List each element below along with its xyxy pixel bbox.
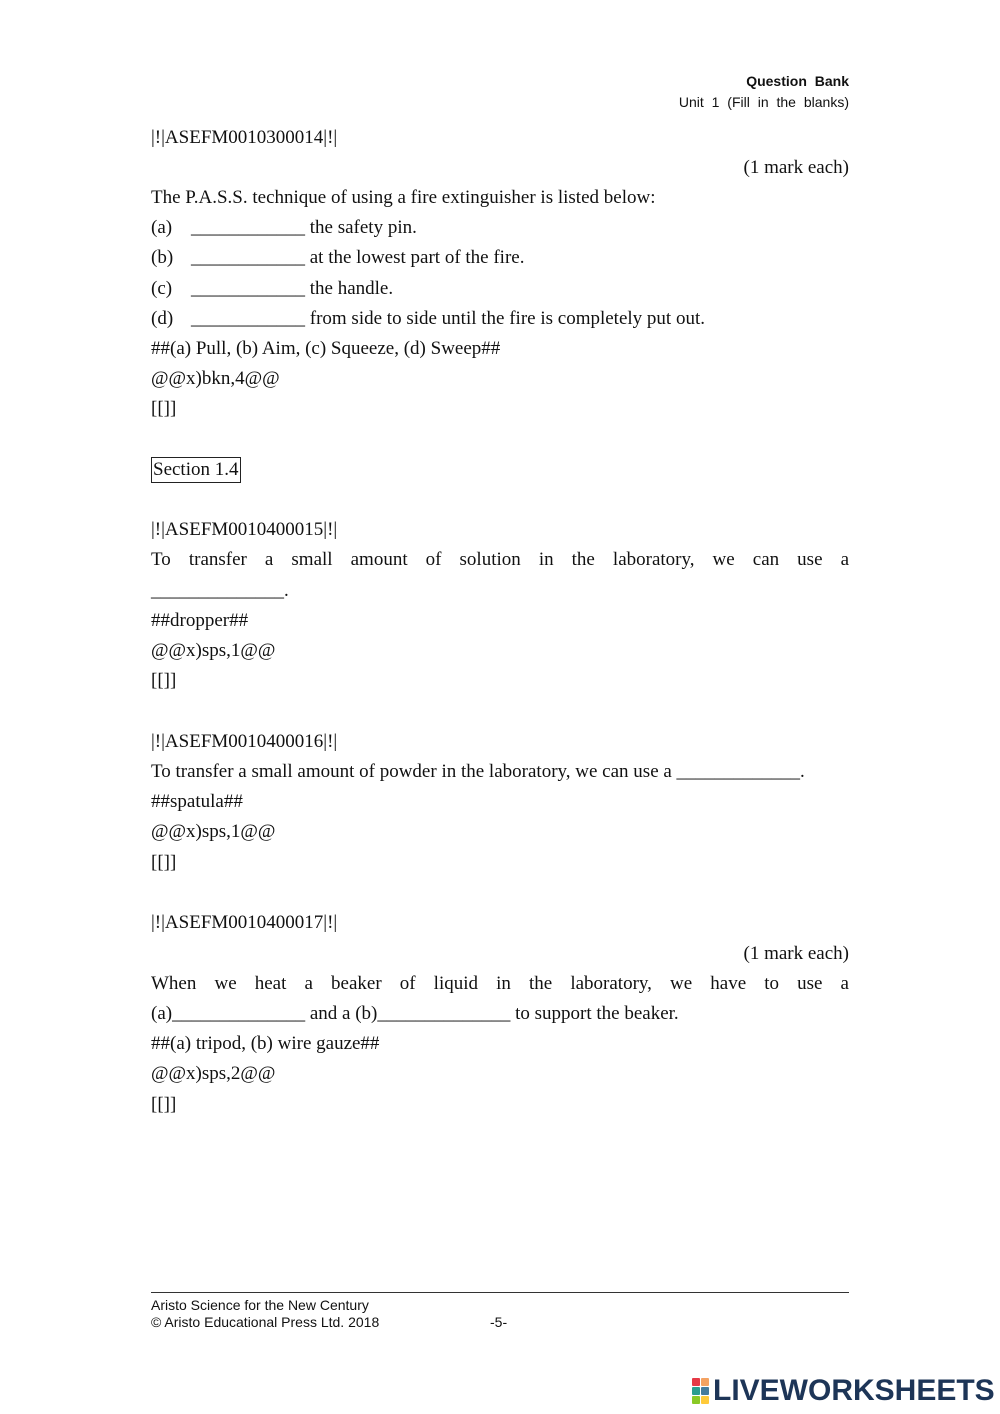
- question-stem: When we heat a beaker of liquid in the laboratory, we have to use a: [151, 973, 849, 994]
- question-stem: To transfer a small amount of powder in the laboratory, we can use a _____________.: [151, 761, 805, 782]
- footer-copyright: © Aristo Educational Press Ltd. 2018: [151, 1314, 380, 1330]
- code-line: @@x)sps,2@@: [151, 1063, 276, 1084]
- answer-line: ##(a) tripod, (b) wire gauze##: [151, 1033, 380, 1054]
- option-text: ____________ from side to side until the fire is completely put out.: [191, 308, 705, 329]
- page-number: -5-: [490, 1314, 508, 1330]
- end-marker: [[]]: [151, 1094, 177, 1115]
- logo-block: [692, 1396, 700, 1404]
- option-text: ____________ the handle.: [191, 278, 394, 299]
- code-line: @@x)bkn,4@@: [151, 368, 280, 389]
- answer-line: ##(a) Pull, (b) Aim, (c) Squeeze, (d) Sweep##: [151, 338, 501, 359]
- question-id: |!|ASEFM0010400016|!|: [151, 731, 338, 752]
- logo-block: [692, 1378, 700, 1386]
- option-label: (b): [151, 247, 174, 268]
- code-line: @@x)sps,1@@: [151, 640, 276, 661]
- answer-line: ##dropper##: [151, 610, 249, 631]
- code-line: @@x)sps,1@@: [151, 821, 276, 842]
- option-text: ____________ at the lowest part of the fire.: [191, 247, 525, 268]
- logo-block: [701, 1378, 709, 1386]
- marks-note: (1 mark each): [743, 943, 849, 964]
- liveworksheets-logo: [692, 1374, 995, 1408]
- question-stem-cont: (a)______________ and a (b)______________ to support the beaker.: [151, 1003, 679, 1024]
- header-title: Question Bank: [746, 73, 849, 89]
- end-marker: [[]]: [151, 398, 177, 419]
- answer-line: ##spatula##: [151, 791, 243, 812]
- section-heading: Section 1.4: [151, 457, 241, 483]
- marks-note: (1 mark each): [743, 157, 849, 178]
- option-label: (a): [151, 217, 173, 238]
- question-id: |!|ASEFM0010300014|!|: [151, 127, 338, 148]
- question-stem-cont: ______________.: [151, 580, 289, 601]
- footer-book: Aristo Science for the New Century: [151, 1297, 369, 1313]
- logo-block: [701, 1396, 709, 1404]
- option-text: ____________ the safety pin.: [191, 217, 417, 238]
- end-marker: [[]]: [151, 852, 177, 873]
- logo-grid-icon: [692, 1378, 709, 1404]
- end-marker: [[]]: [151, 670, 177, 691]
- question-stem: To transfer a small amount of solution in the laboratory, we can use a: [151, 549, 849, 570]
- footer-divider: [151, 1292, 849, 1293]
- question-id: |!|ASEFM0010400017|!|: [151, 912, 338, 933]
- question-stem: The P.A.S.S. technique of using a fire extinguisher is listed below:: [151, 187, 656, 208]
- logo-text: LIVEWORKSHEETS: [713, 1374, 995, 1407]
- logo-block: [701, 1387, 709, 1395]
- logo-block: [692, 1387, 700, 1395]
- option-label: (d): [151, 308, 174, 329]
- question-id: |!|ASEFM0010400015|!|: [151, 519, 338, 540]
- header-unit: Unit 1 (Fill in the blanks): [678, 94, 849, 110]
- option-label: (c): [151, 278, 173, 299]
